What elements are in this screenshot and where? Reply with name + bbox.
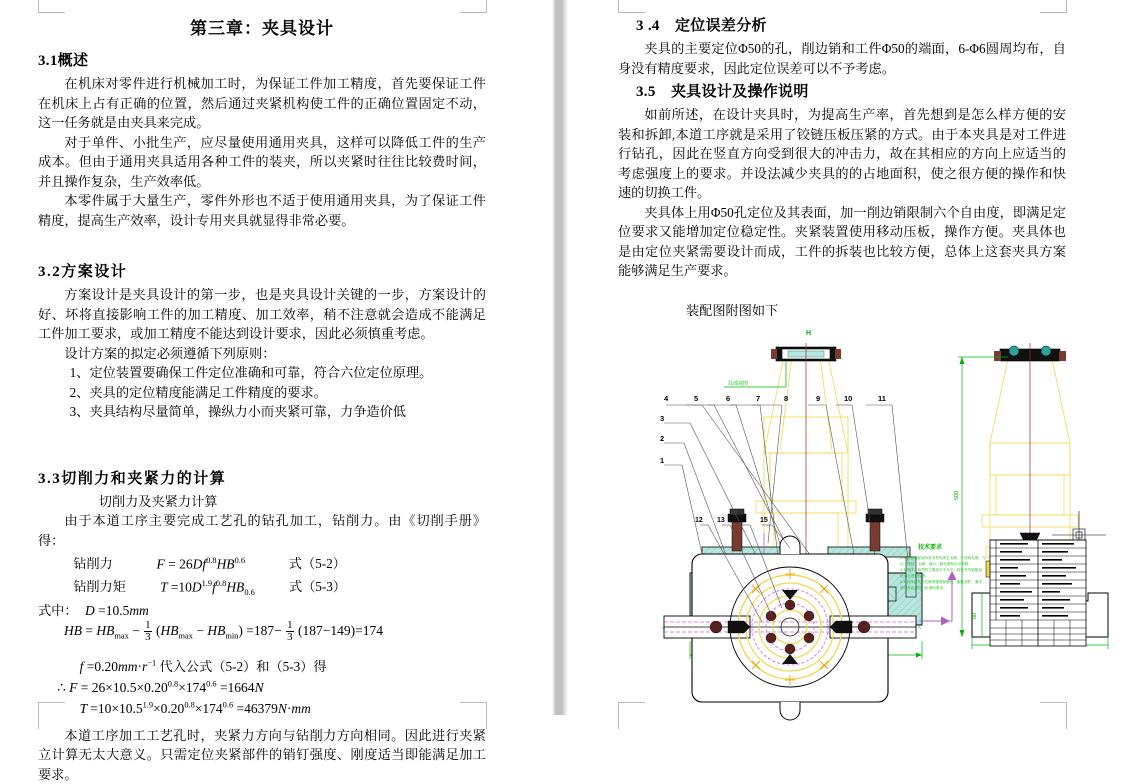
right-column-body xyxy=(618,14,1066,281)
formula-row-5-2 xyxy=(38,553,486,573)
crop-mark-top-left xyxy=(38,0,65,13)
view-direction-arrow-right xyxy=(932,571,957,621)
paragraph-3-3-lead: 由于本道工序主要完成工艺孔的钻孔加工，钻削力。由《切削手册》得： xyxy=(38,513,486,548)
notch-bottom xyxy=(780,702,800,720)
paragraph-3-3-closing: 本道工序加工工艺孔时，夹紧力方向与钻削力方向相同。因此进行夹紧立计算无太大意义。只需定位夹紧部件的销钉强度、刚度适当即能满足加工要求。 xyxy=(38,727,486,782)
view-label-h: H xyxy=(806,330,812,337)
heading-3-3: 3.3切削力和夹紧力的计算 xyxy=(38,470,227,487)
callout-7: 7 xyxy=(756,394,761,403)
spacer-4 xyxy=(38,647,486,653)
feed-rate-expression: $f =0.20mm\cdot r^{-1}$ xyxy=(79,658,157,674)
tech-req-title: 技术要求 xyxy=(917,545,943,551)
list-item-principle-2: 2、夹具的定位精度能满足工件精度的要求。 xyxy=(69,384,327,400)
tech-req-line-3: 2.夹具体、和件的主要部分不大小，检验夹具装配前 xyxy=(900,568,983,572)
heading-3-4: 3 .4 定位误差分析 xyxy=(636,18,767,34)
tech-req-line-6: 部门有必要进行检查的要求。 xyxy=(900,586,947,590)
callout-11: 11 xyxy=(878,394,886,403)
plan-callout-13: 13 xyxy=(717,517,725,524)
paragraph-3-1-2: 对于单件、小批生产，应尽量使用通用夹具，这样可以降低工件的生产成本。但由于通用夹具适用各种工件的装夹，所以夹紧时往往比较费时间，并且操作复杂，生产效率低。 xyxy=(38,134,486,189)
dimension-height-label: 500 xyxy=(954,490,960,500)
page-title: 第三章：夹具设计 xyxy=(190,19,334,38)
heading-3-1: 3.1概述 xyxy=(38,53,89,69)
spacer-2 xyxy=(38,422,486,452)
formula-row-result-f xyxy=(38,679,486,697)
dimension-base-height-label: 80 xyxy=(972,612,978,619)
formula-label-drilling-torque: 钻削力矩 xyxy=(73,579,126,594)
page-right xyxy=(568,0,1132,715)
heading-3-2: 3.2方案设计 xyxy=(38,264,128,280)
heading-3-5: 3.5 夹具设计及操作说明 xyxy=(636,84,809,100)
formula-row-5-3 xyxy=(38,576,486,597)
callout-8: 8 xyxy=(784,394,789,403)
feed-rate-note: 代入公式（5-2）和（5-3）得 xyxy=(159,658,327,674)
paragraph-3-1-1: 在机床对零件进行机械加工时，为保证工件加工精度，首先要保证工件在机床上占有正确的位置，然后通过夹紧机构使工件的正确位置固定不动，这一任务就是由夹具来完成。 xyxy=(38,76,486,130)
tech-req-line-4: 应适当进行检查。 xyxy=(900,574,929,578)
plan-dim-left: A xyxy=(662,625,666,630)
paragraph-3-5-1: 如前所述，在设计夹具时，为提高生产率，首先想到是怎么样方便的安装和拆卸,本道工序就是采用了铰链压板压紧的方式。由于本夹具是对工件进行钻孔，因此在竖直方向受到很大的冲击力，故在其相应的方向上应适当的考虑强度上的要求。并设法减少夹具的的占地面积，使之很方便的操作和快速的切换工件。 xyxy=(618,107,1066,200)
cad-drawing-svg xyxy=(656,325,1104,685)
formula-label-drilling-force: 钻削力 xyxy=(73,556,113,571)
spacer-1 xyxy=(38,230,486,260)
title-block-table xyxy=(990,540,1086,646)
callout-9: 9 xyxy=(816,394,821,403)
tech-req-line-1: 1.夹具在装配前所有零件均须去毛刺、不得有毛刺、飞 xyxy=(900,556,986,560)
crop-mark-top-right xyxy=(460,0,487,13)
sub-label-cutting-force: 切削力及夹紧力计算 xyxy=(98,493,218,509)
hb-derivation: HB = $HB_{max}$ − $\frac{1}{3}$ $(HB_{max} - HB_{min}) =187-$ $\frac{1}{3}$ (187−149)=174 xyxy=(64,618,383,644)
paragraph-3-5-2: 夹具体上用Φ50孔定位及其表面，加一削边销限制六个自由度，即满足定位要求又能增加定位稳定性。夹紧装置使用移动压板，操作方便。夹具体也是由定位夹紧需要设计而成，工件的拆装也比较方便，总体上这套夹具方案能够满足生产要求。 xyxy=(618,204,1066,278)
left-column-body xyxy=(38,14,486,784)
result-torque-expression: $T =10\times 10.5^{1.9}\times 0.20^{0.8}\times 174^{0.6} =46379N\cdot mm$ xyxy=(79,700,311,716)
section-tag-label: 局部视图 xyxy=(728,381,749,387)
plan-callout-12: 12 xyxy=(695,517,703,524)
callout-1: 1 xyxy=(660,456,665,465)
formula-expression-5-2: $F = 26Df^{0.8}HB^{0.6}$ xyxy=(156,555,246,571)
formula-number-5-3: 式（5-3） xyxy=(288,579,347,594)
crop-mark-bottom-left-2 xyxy=(618,702,645,729)
callout-4: 4 xyxy=(664,394,669,403)
crop-mark-top-left-2 xyxy=(618,0,645,13)
where-label: 式中： xyxy=(38,602,78,618)
page-separator xyxy=(552,0,568,715)
local-view-tag xyxy=(724,361,786,387)
result-force-expression: ∴ $F = 26\times 10.5\times 0.20^{0.8}\times 174^{0.6} =1664N$ xyxy=(57,679,264,695)
crop-mark-bottom-right-2 xyxy=(1040,702,1067,729)
figure-caption: 装配图附图如下 xyxy=(686,303,779,318)
view-direction-arrow-left xyxy=(920,617,950,626)
plan-callout-15: 15 xyxy=(760,517,768,524)
spacer-3 xyxy=(38,452,486,467)
callout-3: 3 xyxy=(660,414,665,423)
paragraph-3-4-1: 夹具的主要定位Φ50的孔，削边销和工件Φ50的端面，6-Φ6圆周均布，自身没有精度要求，因此定位误差可以不予考虑。 xyxy=(618,41,1066,76)
callout-5: 5 xyxy=(694,394,699,403)
list-item-principle-3: 3、夹具结构尽量简单，操纵力小而夹紧可靠，力争造价低 xyxy=(69,404,406,419)
formula-number-5-2: 式（5-2） xyxy=(288,556,346,571)
cad-assembly-drawing[interactable] xyxy=(656,325,1104,685)
where-d-value: D =10.5mm xyxy=(84,602,149,618)
callout-numbers-left xyxy=(660,414,664,465)
callout-10: 10 xyxy=(844,394,853,403)
formula-row-feed xyxy=(38,656,486,676)
page-left xyxy=(0,0,552,782)
paragraph-3-2-1: 方案设计是夹具设计的第一步，也是夹具设计关键的一步，方案设计的好、坏将直接影响工件的加工精度、加工效率，稍不注意就会造成不能满足工件加工要求，或加工精度不能达到设计要求，因此必须慎重考虑。 xyxy=(38,287,486,341)
callout-2: 2 xyxy=(660,434,665,443)
callout-6: 6 xyxy=(726,394,731,403)
paragraph-3-2-2: 设计方案的拟定必须遵循下列原则： xyxy=(64,345,276,361)
formula-expression-5-3: $T =10D^{1.9}f^{0.8}HB_{0.6}$ xyxy=(160,578,255,597)
paragraph-3-1-3: 本零件属于大量生产，零件外形也不适于使用通用夹具，为了保证工件精度，提高生产效率，设计专用夹具就显得非常必要。 xyxy=(38,193,486,228)
tech-req-line-5: 3.夹具体应具有足够的强度和刚性、刚性部件，要求 xyxy=(900,580,983,584)
formula-row-where xyxy=(38,600,486,644)
list-item-principle-1: 1、定位装置要确保工件定位准确和可靠，符合六位定位原理。 xyxy=(69,365,433,380)
crop-mark-top-right-2 xyxy=(1040,0,1067,13)
plan-dim-right: A xyxy=(918,625,922,630)
tech-req-line-2: 边、锈蚀、毛刺、油污、磨毛面和污点说明。 xyxy=(900,562,972,566)
plan-callout-14: 14 xyxy=(738,517,746,524)
formula-row-result-t xyxy=(38,700,486,718)
